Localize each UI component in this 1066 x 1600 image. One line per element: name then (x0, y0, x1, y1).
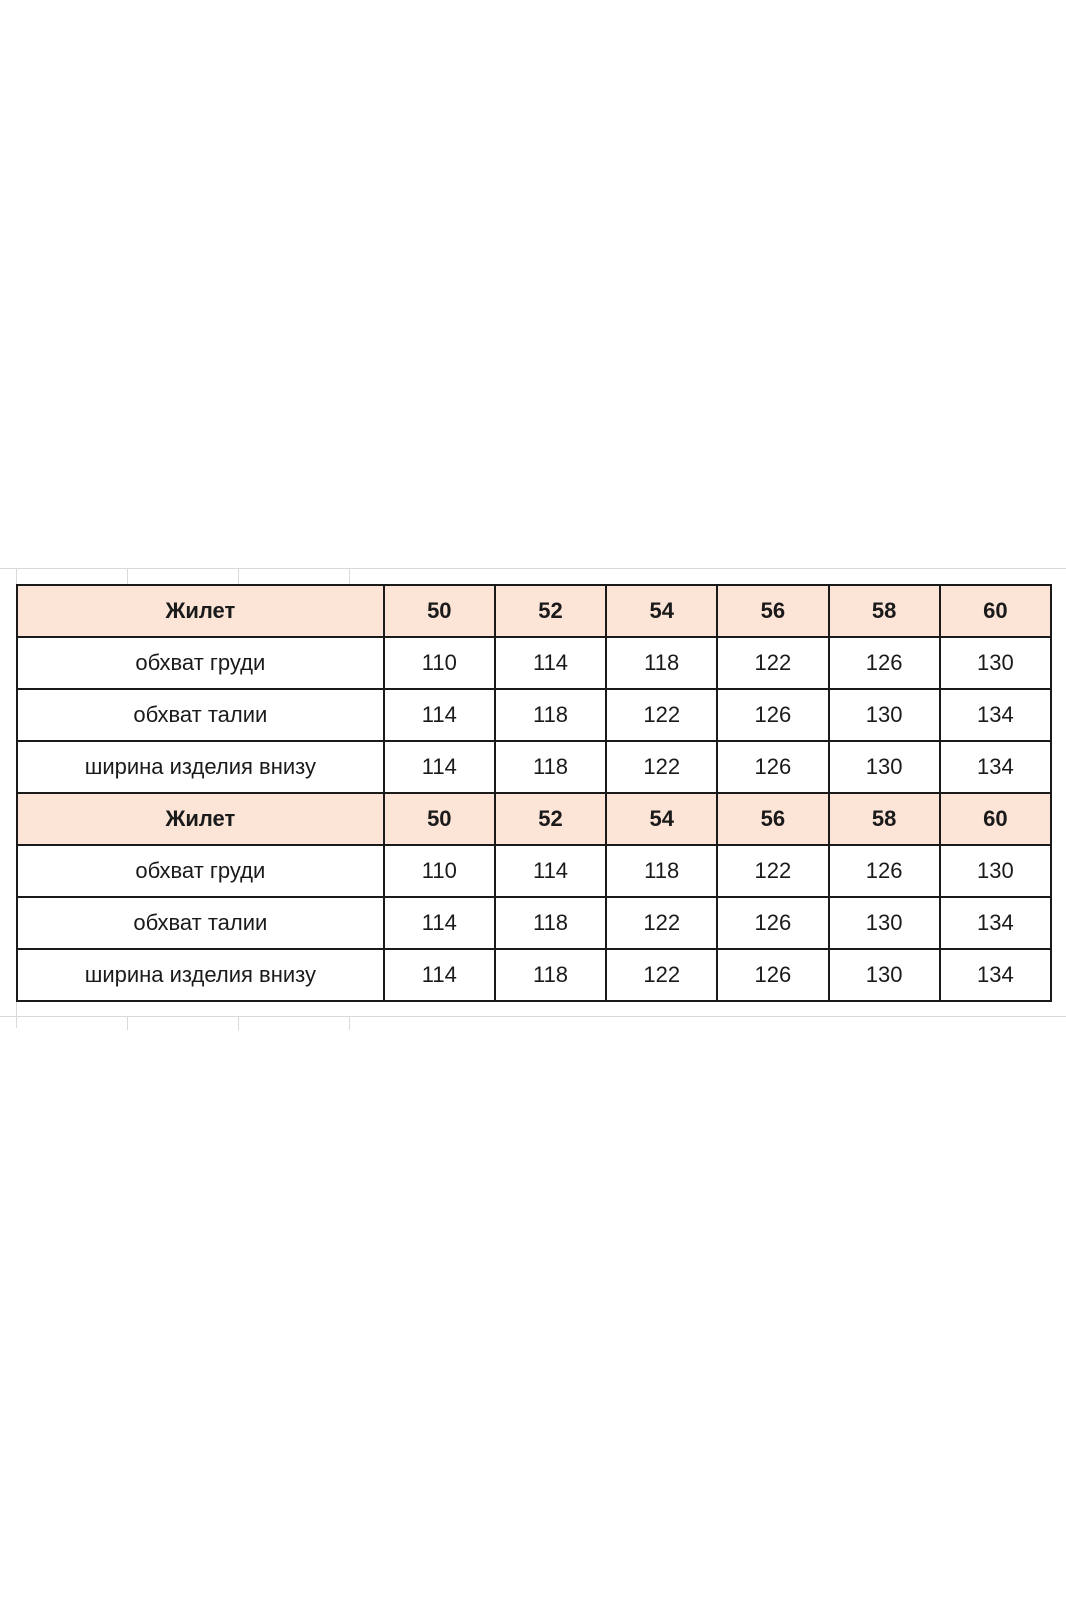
product-name-cell: Жилет (17, 793, 384, 845)
value-cell: 118 (495, 741, 606, 793)
size-cell: 52 (495, 585, 606, 637)
product-name-cell: Жилет (17, 585, 384, 637)
table-row (17, 897, 1051, 949)
value-cell: 118 (606, 637, 717, 689)
value-cell: 114 (495, 637, 606, 689)
value-cell: 114 (384, 689, 495, 741)
gridline-col-b-bottom (127, 1016, 128, 1030)
value-cell: 130 (829, 689, 940, 741)
value-cell: 118 (495, 949, 606, 1001)
size-cell: 50 (384, 585, 495, 637)
value-cell: 122 (606, 949, 717, 1001)
value-cell: 110 (384, 637, 495, 689)
value-cell: 134 (940, 949, 1051, 1001)
value-cell: 130 (829, 949, 940, 1001)
table-row (17, 949, 1051, 1001)
value-cell: 126 (829, 637, 940, 689)
gridline-col-d (349, 568, 350, 584)
size-cell: 56 (717, 585, 828, 637)
value-cell: 118 (606, 845, 717, 897)
value-cell: 130 (940, 845, 1051, 897)
value-cell: 134 (940, 689, 1051, 741)
measurement-label: обхват талии (17, 689, 384, 741)
measurement-label: обхват груди (17, 845, 384, 897)
size-cell: 60 (940, 585, 1051, 637)
value-cell: 122 (606, 689, 717, 741)
size-cell: 58 (829, 793, 940, 845)
value-cell: 126 (717, 897, 828, 949)
table-row (17, 741, 1051, 793)
value-cell: 134 (940, 897, 1051, 949)
gridline-col-b (127, 568, 128, 584)
value-cell: 110 (384, 845, 495, 897)
table-header-row (17, 585, 1051, 637)
value-cell: 122 (606, 897, 717, 949)
size-cell: 60 (940, 793, 1051, 845)
value-cell: 114 (495, 845, 606, 897)
size-cell: 56 (717, 793, 828, 845)
value-cell: 122 (717, 637, 828, 689)
gridline-top-row (0, 568, 1066, 569)
measurement-label: обхват груди (17, 637, 384, 689)
size-cell: 54 (606, 793, 717, 845)
value-cell: 114 (384, 741, 495, 793)
measurement-label: ширина изделия внизу (17, 949, 384, 1001)
measurement-label: обхват талии (17, 897, 384, 949)
table-row (17, 637, 1051, 689)
value-cell: 126 (717, 741, 828, 793)
value-cell: 126 (829, 845, 940, 897)
size-cell: 52 (495, 793, 606, 845)
size-cell: 54 (606, 585, 717, 637)
size-cell: 58 (829, 585, 940, 637)
measurement-label: ширина изделия внизу (17, 741, 384, 793)
table-row (17, 689, 1051, 741)
table-row (17, 845, 1051, 897)
gridline-bottom-row (0, 1016, 1066, 1017)
value-cell: 126 (717, 949, 828, 1001)
value-cell: 118 (495, 897, 606, 949)
gridline-col-d-bottom (349, 1016, 350, 1030)
value-cell: 130 (829, 897, 940, 949)
size-cell: 50 (384, 793, 495, 845)
value-cell: 118 (495, 689, 606, 741)
value-cell: 122 (606, 741, 717, 793)
value-cell: 126 (717, 689, 828, 741)
table-header-row (17, 793, 1051, 845)
size-table (16, 584, 1052, 1002)
gridline-col-c (238, 568, 239, 584)
value-cell: 130 (940, 637, 1051, 689)
value-cell: 122 (717, 845, 828, 897)
value-cell: 114 (384, 897, 495, 949)
value-cell: 134 (940, 741, 1051, 793)
value-cell: 130 (829, 741, 940, 793)
gridline-col-c-bottom (238, 1016, 239, 1030)
value-cell: 114 (384, 949, 495, 1001)
